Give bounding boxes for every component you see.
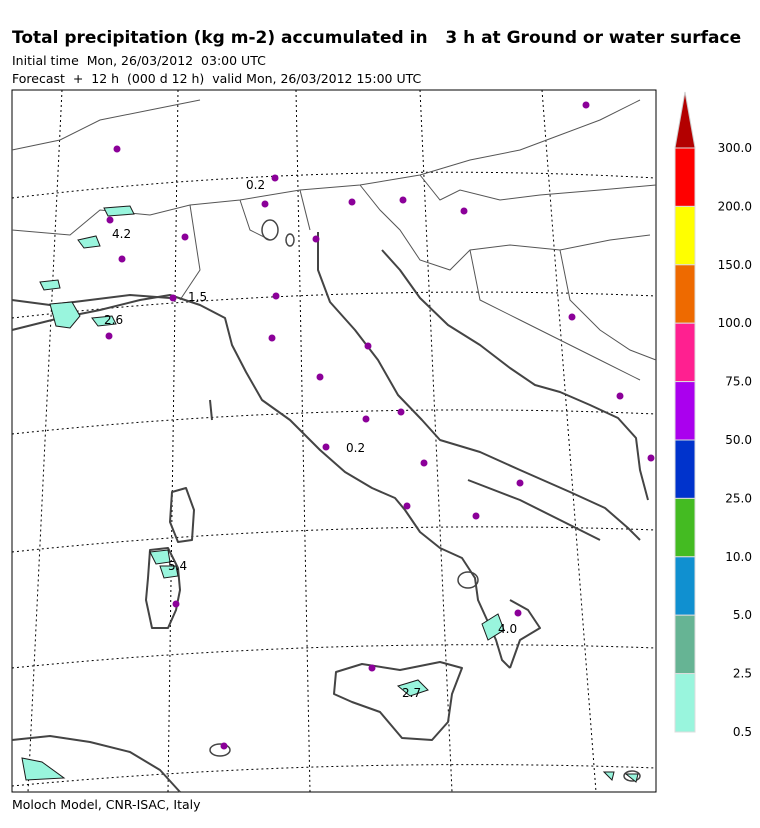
legend-swatch: [675, 557, 695, 615]
station-dot: [404, 503, 411, 510]
value-label: 0.2: [246, 178, 266, 192]
legend-label: 50.0: [725, 433, 752, 447]
color-legend: [675, 92, 752, 739]
legend-label: 10.0: [725, 549, 752, 564]
station-dot: [473, 513, 480, 520]
station-dot: [461, 208, 468, 215]
legend-swatch: [675, 615, 695, 673]
forecast-time: Forecast + 12 h (000 d 12 h) valid Mon, 26/03/2012 15:00 UTC: [12, 71, 422, 86]
legend-label: 2.5: [732, 666, 752, 681]
station-dot: [272, 175, 279, 182]
value-label: 4.0: [498, 622, 518, 636]
station-dot: [349, 199, 356, 206]
station-dot: [114, 146, 121, 153]
value-label: 1.5: [188, 290, 208, 304]
legend-label: 100.0: [717, 316, 752, 331]
station-dot: [106, 333, 113, 340]
station-dot: [583, 102, 590, 109]
legend-label: 150.0: [717, 257, 752, 272]
model-credit: Moloch Model, CNR-ISAC, Italy: [12, 797, 201, 812]
station-dot: [173, 601, 180, 608]
legend-label: 75.0: [725, 374, 752, 389]
station-dot: [317, 374, 324, 381]
station-dot: [400, 197, 407, 204]
station-dot: [363, 416, 370, 423]
station-dot: [269, 335, 276, 342]
station-dot: [170, 295, 177, 302]
station-dot: [517, 480, 524, 487]
legend-swatch: [675, 323, 695, 381]
station-dot: [221, 743, 228, 750]
station-dot: [648, 455, 655, 462]
value-label: 5.4: [168, 559, 188, 573]
value-label: 4.2: [112, 227, 132, 241]
legend-swatch: [675, 382, 695, 440]
station-dot: [515, 610, 522, 617]
legend-label: 25.0: [725, 491, 752, 506]
station-dot: [323, 444, 330, 451]
legend-label: 0.5: [732, 725, 752, 739]
value-label: 2.7: [402, 686, 422, 700]
legend-swatch: [675, 674, 695, 732]
precip-patch: [40, 280, 60, 290]
station-dot: [182, 234, 189, 241]
station-dot: [365, 343, 372, 350]
legend-label: 5.0: [732, 608, 752, 623]
station-dot: [273, 293, 280, 300]
station-dot: [107, 217, 114, 224]
legend-swatch: [675, 440, 695, 498]
station-dot: [617, 393, 624, 400]
legend-swatch: [675, 148, 695, 206]
precip-patch: [104, 206, 134, 216]
station-dot: [398, 409, 405, 416]
value-label: 0.2: [346, 441, 366, 455]
legend-top-arrow: [675, 92, 695, 148]
initial-time: Initial time Mon, 26/03/2012 03:00 UTC: [12, 53, 266, 68]
station-dot: [369, 665, 376, 672]
chart-title: Total precipitation (kg m-2) accumulated in 3 h at Ground or water surface: [12, 28, 742, 48]
station-dot: [119, 256, 126, 263]
legend-label: 200.0: [717, 199, 752, 214]
station-dot: [262, 201, 269, 208]
station-dot: [569, 314, 576, 321]
legend-swatch: [675, 498, 695, 556]
station-dot: [313, 236, 320, 243]
value-label: 2.6: [104, 313, 124, 327]
station-dot: [421, 460, 428, 467]
legend-swatch: [675, 206, 695, 264]
legend-label: 300.0: [717, 141, 752, 155]
legend-swatch: [675, 265, 695, 323]
